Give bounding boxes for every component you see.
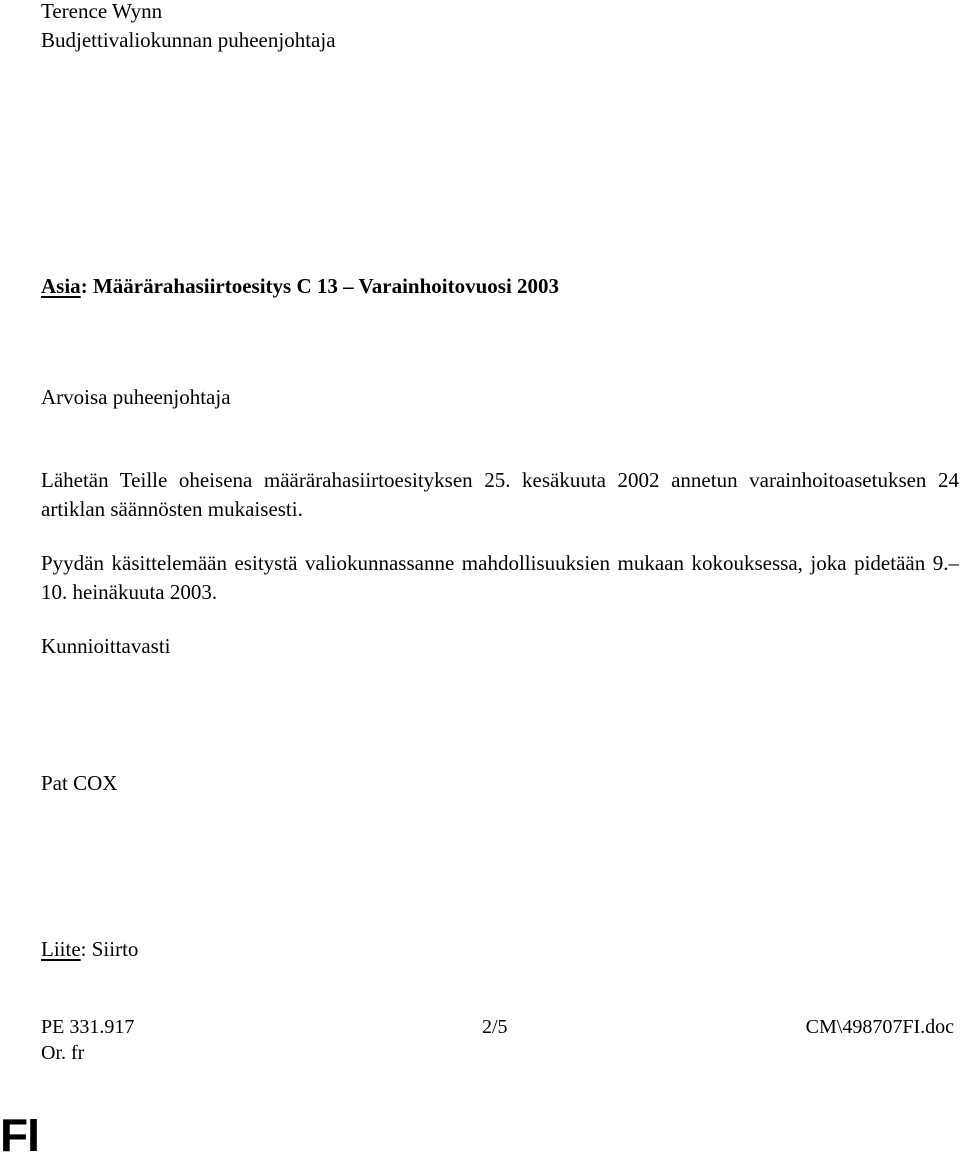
footer-reference: PE 331.917 — [41, 1016, 135, 1038]
sender-name: Terence Wynn — [41, 0, 163, 23]
footer-file-name: CM\498707FI.doc — [805, 1016, 954, 1038]
subject-separator: : — [80, 274, 88, 298]
language-code: FI — [0, 1109, 39, 1161]
salutation: Arvoisa puheenjohtaja — [41, 385, 231, 409]
subject-line — [41, 272, 559, 301]
paragraph-2: Pyydän käsittelemään esitystä valiokunnassanne mahdollisuuksien mukaan kokouksessa, joka pidetään 9.–10. heinäkuuta 2003. — [41, 551, 959, 604]
paragraph-1: Lähetän Teille oheisena määrärahasiirtoesityksen 25. kesäkuuta 2002 annetun varainhoitoasetuksen 24 artiklan säännösten mukaisesti. — [41, 468, 959, 521]
attachment-label: Liite — [41, 937, 81, 961]
signatory: Pat COX — [41, 771, 118, 795]
attachment-separator: : — [80, 937, 87, 961]
footer-page-number: 2/5 — [482, 1016, 508, 1038]
subject-label: Asia — [41, 274, 81, 298]
closing: Kunnioittavasti — [41, 634, 171, 658]
footer-original-language: Or. fr — [41, 1042, 85, 1064]
attachment-line — [41, 935, 138, 964]
sender-title: Budjettivaliokunnan puheenjohtaja — [41, 28, 336, 52]
attachment-text: Siirto — [86, 937, 139, 961]
subject-text: Määrärahasiirtoesitys C 13 – Varainhoitovuosi 2003 — [87, 274, 560, 298]
